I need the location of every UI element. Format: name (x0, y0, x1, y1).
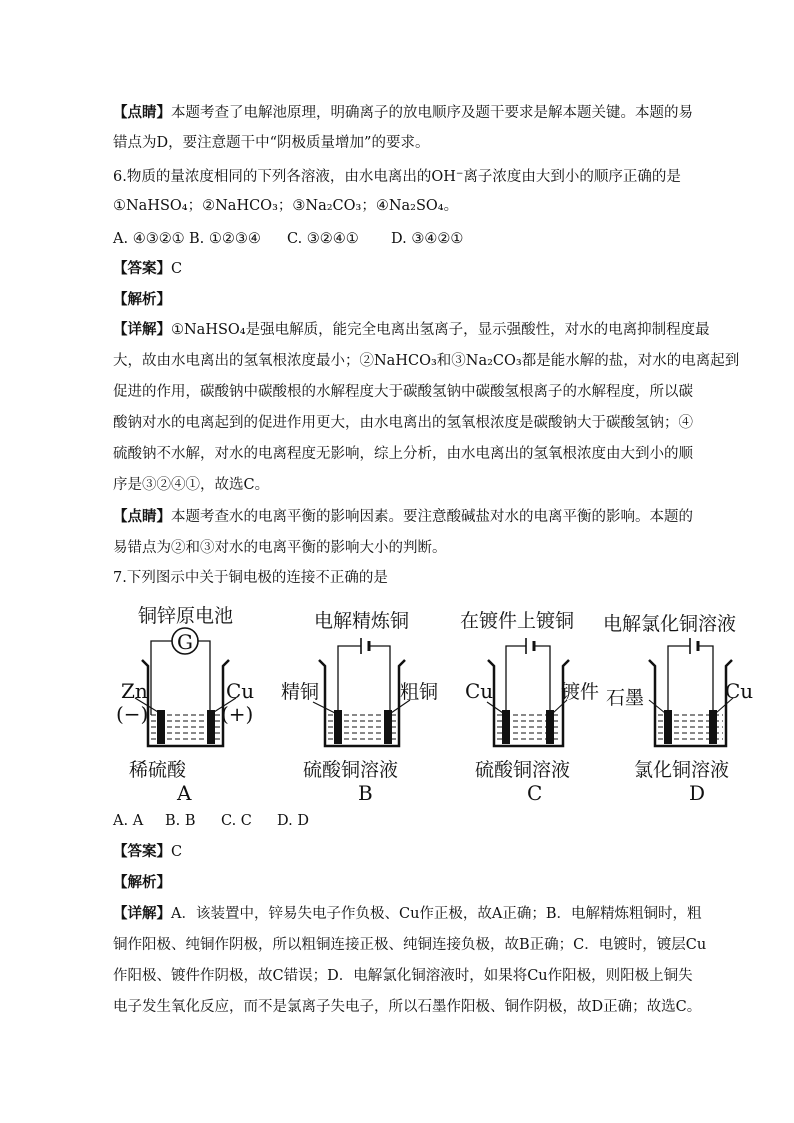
option-b: B. ①②③④ (189, 231, 261, 247)
question-6-dianjing-line-2: 易错点为②和③对水的电离平衡的影响大小的判断。 (113, 540, 447, 556)
diagram-b (281, 610, 438, 805)
detail-tag: 【详解】 (113, 905, 171, 922)
galvanometer-label: G (177, 630, 193, 654)
dianjing-tag: 【点睛】 (113, 104, 171, 121)
diagram-c (460, 610, 599, 805)
option-a: A. A (113, 813, 144, 829)
question-6-detail-line-2: 大，故由水电离出的氢氧根浓度最小；②NaHCO₃和③Na₂CO₃都是能水解的盐，对水的电离起到 (113, 353, 740, 369)
question-7-stem: 7.下列图示中关于铜电极的连接不正确的是 (113, 570, 388, 586)
question-6-stem-part2: 离子浓度由大到小的顺序正确的是 (463, 169, 681, 185)
option-b: B. B (165, 813, 196, 829)
diagram-a-left-sign: (−) (116, 702, 149, 726)
dianjing-text: 本题考查水的电离平衡的影响因素。要注意酸碱盐对水的电离平衡的影响。本题的 (171, 509, 693, 525)
diagram-c-right-label: 镀件 (561, 681, 600, 703)
diagram-b-title: 电解精炼铜 (314, 610, 410, 632)
option-c: C. ③②④① (287, 231, 359, 247)
answer-value: C (171, 261, 183, 277)
diagram-a (116, 605, 254, 805)
diagram-d (603, 613, 753, 805)
question-7-options (113, 812, 693, 830)
dianjing-paragraph-1 (113, 104, 693, 122)
question-6-options (113, 230, 693, 248)
question-7-detail-line-2: 铜作阳极、纯铜作阴极，所以粗铜连接正极、纯铜连接负极，故B正确；C．电镀时，镀层Cu (113, 937, 707, 953)
diagram-a-right-label: Cu (226, 679, 255, 703)
diagram-c-left-label: Cu (465, 679, 494, 703)
diagram-d-right-label: Cu (725, 679, 754, 703)
question-7-analysis-tag: 【解析】 (113, 874, 171, 891)
question-7-detail-line-1 (113, 905, 702, 923)
question-7-detail-line-3: 作阳极、镀件作阴极，故C错误；D．电解氯化铜溶液时，如果将Cu作阳极，则阳极上铜失 (113, 968, 693, 984)
diagram-b-left-label: 精铜 (281, 681, 320, 703)
diagram-a-letter: A (177, 781, 192, 805)
question-6-analysis-tag: 【解析】 (113, 291, 171, 308)
question-6-detail-line-4: 酸钠对水的电离起到的促进作用更大，由水电离出的氢氧根浓度是碳酸钠大于碳酸氢钠；④ (113, 415, 693, 431)
question-6-detail-line-5: 硫酸钠不水解，对水的电离程度无影响，综上分析，由水电离出的氢氧根浓度由大到小的顺 (113, 446, 693, 462)
dianjing-text: 本题考查了电解池原理，明确离子的放电顺序及题干要求是解本题关键。本题的易 (171, 105, 693, 121)
option-a: A. ④③②① (113, 231, 185, 247)
answer-value: C (171, 844, 183, 860)
diagram-a-title: 铜锌原电池 (138, 605, 234, 627)
diagram-b-solution: 硫酸铜溶液 (303, 759, 399, 781)
question-6-items: ①NaHSO₄；②NaHCO₃；③Na₂CO₃；④Na₂SO₄。 (113, 198, 459, 214)
diagram-c-solution: 硫酸铜溶液 (475, 759, 571, 781)
diagram-d-left-label: 石墨 (606, 687, 645, 709)
diagram-d-title: 电解氯化铜溶液 (603, 613, 737, 635)
detail-tag: 【详解】 (113, 321, 171, 338)
detail-text: A．该装置中，锌易失电子作负极、Cu作正极，故A正确；B．电解精炼粗铜时，粗 (171, 906, 702, 922)
diagram-c-title: 在镀件上镀铜 (460, 610, 575, 632)
answer-tag: 【答案】 (113, 843, 171, 860)
diagram-c-letter: C (527, 781, 543, 805)
question-6-stem-part1: 6.物质的量浓度相同的下列各溶液，由水电离出的OH (113, 169, 456, 185)
electrode-diagram (113, 600, 763, 805)
question-7-detail-line-4: 电子发生氧化反应，而不是氯离子失电子，所以石墨作阳极、铜作阴极，故D正确；故选C。 (113, 999, 702, 1015)
option-d: D. D (277, 813, 309, 829)
diagram-a-left-label: Zn (121, 679, 148, 703)
option-c: C. C (221, 813, 252, 829)
question-6-dianjing-line-1 (113, 508, 693, 526)
diagram-b-right-label: 粗铜 (400, 681, 439, 703)
question-6-detail-line-3: 促进的作用，碳酸钠中碳酸根的水解程度大于碳酸氢钠中碳酸氢根离子的水解程度，所以碳 (113, 384, 693, 400)
diagram-a-right-sign: (+) (221, 702, 254, 726)
question-6-detail-line-6: 序是③②④①，故选C。 (113, 477, 270, 493)
question-6-answer (113, 260, 693, 278)
charge-superscript: − (455, 169, 464, 179)
question-7-answer (113, 843, 693, 861)
detail-text: ①NaHSO₄是强电解质，能完全电离出氢离子，显示强酸性，对水的电离抑制程度最 (171, 322, 710, 338)
option-d: D. ③④②① (391, 231, 464, 247)
dianjing-tag: 【点睛】 (113, 508, 171, 525)
question-6-detail-line-1 (113, 321, 710, 339)
question-6-stem (113, 165, 693, 186)
dianjing-paragraph-1-cont: 错点为D，要注意题干中“阴极质量增加”的要求。 (113, 135, 430, 151)
diagram-a-solution: 稀硫酸 (129, 759, 187, 781)
answer-tag: 【答案】 (113, 260, 171, 277)
diagram-d-solution: 氯化铜溶液 (634, 759, 730, 781)
diagram-d-letter: D (689, 781, 706, 805)
diagram-b-letter: B (358, 781, 373, 805)
